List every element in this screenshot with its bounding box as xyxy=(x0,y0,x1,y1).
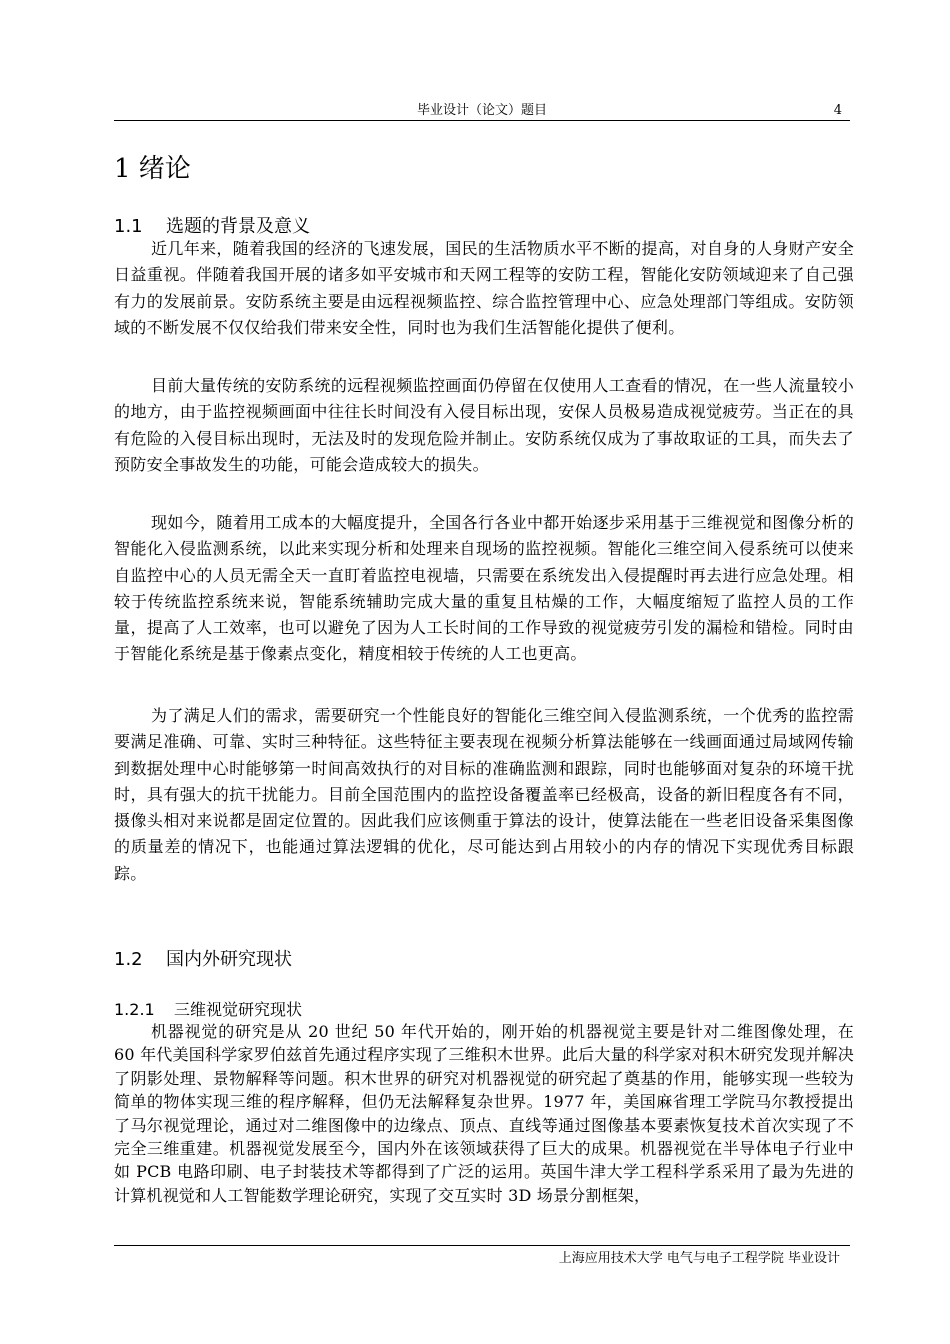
subsection-title: 三维视觉研究现状 xyxy=(174,1000,303,1019)
paragraph-4: 为了满足人们的需求，需要研究一个性能良好的智能化三维空间入侵监测系统，一个优秀的监控需要满足准确、可靠、实时三种特征。这些特征主要表现在视频分析算法能够在一线画面通过局域网传输到数据处理中心时能够第一时间高效执行的对目标的准确监测和跟踪，同时也能够面对复杂的环境干扰时，具有强大的抗干扰能力。目前全国范围内的监控设备覆盖率已经极高，设备的新旧程度各有不同，摄像头相对来说都是固定位置的。因此我们应该侧重于算法的设计，使算法能在一些老旧设备采集图像的质量差的情况下，也能通过算法逻辑的优化，尽可能达到占用较小的内存的情况下实现优秀目标跟踪。 xyxy=(114,706,854,883)
paragraph-3: 现如今，随着用工成本的大幅度提升，全国各行各业中都开始逐步采用基于三维视觉和图像分析的智能化入侵监测系统，以此来实现分析和处理来自现场的监控视频。智能化三维空间入侵系统可以使来自监控中心的人员无需全天一直盯着监控电视墙，只需要在系统发出入侵提醒时再去进行应急处理。相较于传统监控系统来说，智能系统辅助完成大量的重复且枯燥的工作，大幅度缩短了监控人员的工作量，提高了人工效率，也可以避免了因为人工长时间的工作导致的视觉疲劳引发的漏检和错检。同时由于智能化系统是基于像素点变化，精度相较于传统的人工也更高。 xyxy=(114,513,854,664)
paragraph-1: 近几年来，随着我国的经济的飞速发展，国民的生活物质水平不断的提高，对自身的人身财产安全日益重视。伴随着我国开展的诸多如平安城市和天网工程等的安防工程，智能化安防领域迎来了自己强有力的发展前景。安防系统主要是由远程视频监控、综合监控管理中心、应急处理部门等组成。安防领域的不断发展不仅仅给我们带来安全性，同时也为我们生活智能化提供了便利。 xyxy=(114,239,854,337)
header-title: 毕业设计（论文）题目 xyxy=(416,103,547,118)
page-header xyxy=(114,103,850,121)
section-number: 1.1 xyxy=(114,216,143,237)
chapter-title: 1 绪论 xyxy=(114,154,191,184)
section-title: 选题的背景及意义 xyxy=(166,216,310,237)
section-1-2-1-heading xyxy=(114,999,302,1021)
paragraph-2: 目前大量传统的安防系统的远程视频监控画面仍停留在仅使用人工查看的情况，在一些人流量较小的地方，由于监控视频画面中往往长时间没有入侵目标出现，安保人员极易造成视觉疲劳。当正在的具有危险的入侵目标出现时，无法及时的发现危险并制止。安防系统仅成为了事故取证的工具，而失去了预防安全事故发生的功能，可能会造成较大的损失。 xyxy=(114,376,854,474)
paragraph-5: 机器视觉的研究是从 20 世纪 50 年代开始的，刚开始的机器视觉主要是针对二维图像处理，在 60 年代美国科学家罗伯兹首先通过程序实现了三维积木世界。此后大量的科学家对积木研究发现并解决了阴影处理、景物解释等问题。积木世界的研究对机器视觉的研究起了奠基的作用，能够实现一些较为简单的物体实现三维的程序解释，但仍无法解释复杂世界。1977 年，美国麻省理工学院马尔教授提出了马尔视觉理论，通过对二维图像中的边缘点、顶点、直线等通过图像基本要素恢复技术首次实现了不完全三维重建。机器视觉发展至今，国内外在该领域获得了巨大的成果。机器视觉在半导体电子行业中如 PCB 电路印刷、电子封装技术等都得到了广泛的运用。英国牛津大学工程科学系采用了最为先进的计算机视觉和人工智能数学理论研究，实现了交互实时 3D 场景分割框架， xyxy=(114,1022,854,1205)
footer-text: 上海应用技术大学 电气与电子工程学院 毕业设计 xyxy=(558,1251,840,1266)
page-number: 4 xyxy=(833,103,842,118)
page-footer xyxy=(114,1245,850,1266)
section-1-2-heading xyxy=(114,947,292,973)
subsection-number: 1.2.1 xyxy=(114,1000,155,1019)
section-number: 1.2 xyxy=(114,949,143,970)
section-title: 国内外研究现状 xyxy=(166,949,292,970)
